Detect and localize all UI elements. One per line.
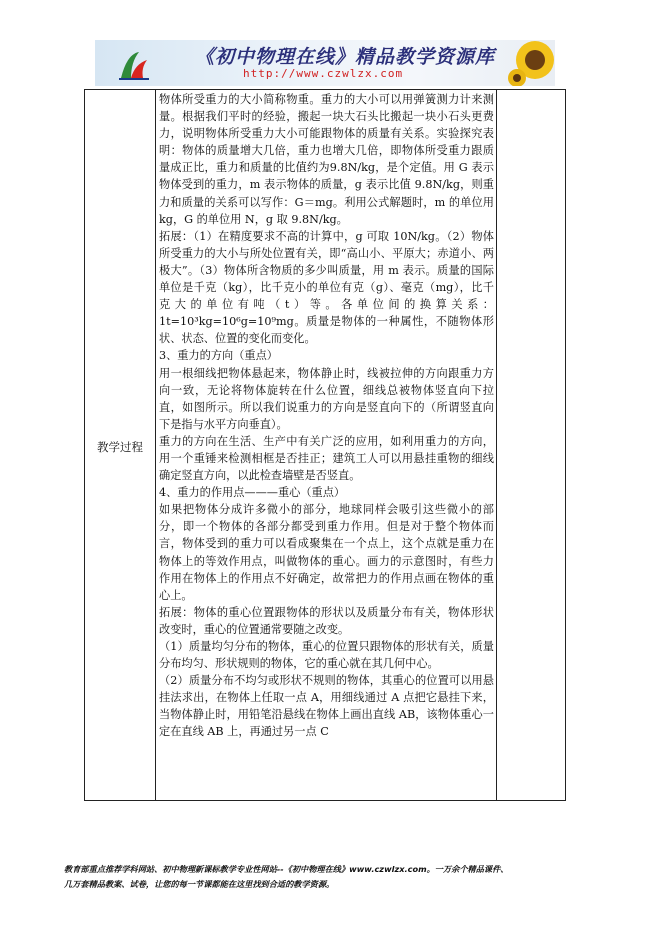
- paragraph-irregular-object: （2）质量分布不均匀或形状不规则的物体，其重心的位置可以用悬挂法求出，在物体上任取一点 A，用细线通过 A 点把它悬挂下来，当物体静止时，用铅笔沿悬线在物体上画出直线 AB，该物体重心一定在直线 AB 上，再通过另一点 C: [159, 674, 494, 739]
- paragraph-extension-mass: 拓展：（1）在精度要求不高的计算中，g 可取 10N/kg。（2）物体所受重力的大小与所处位置有关，即“高山小、平原大；赤道小、两极大”。（3）物体所含物质的多少叫质量，用 m 表示。质量的国际单位是千克（kg），比千克小的单位有克（g）、毫克（mg），比千克大的单位有吨（t）等。各单位间的换算关系：1t=10³kg=10⁶g=10⁹mg。质量是物体的一种属性，不随物体形状、状态、位置的变化而变化。: [159, 229, 494, 346]
- lesson-table: [84, 89, 566, 801]
- notes-cell: [497, 90, 566, 801]
- banner-title: 《初中物理在线》精品教学资源库: [195, 46, 496, 68]
- teaching-process-row: [85, 90, 566, 801]
- site-banner: [95, 40, 555, 86]
- paragraph-direction-application: 重力的方向在生活、生产中有关广泛的应用，如利用重力的方向，用一个重锤来检测相框是否挂正；建筑工人可以用悬挂重物的细线确定竖直方向，以此检查墙壁是否竖直。: [159, 434, 494, 483]
- paragraph-weight-intro: 物体所受重力的大小简称物重。重力的大小可以用弹簧测力计来测量。根据我们平时的经验，搬起一块大石头比搬起一块小石头更费力，说明物体所受重力大小可能跟物体的质量有关系。实验探究表明：物体的质量增大几倍，重力也增大几倍，即物体所受重力跟质量成正比，重力和质量的比值约为9.8N/kg，是个定值。用 G 表示物体受到的重力，m 表示物体的质量，g 表示比值 9.8N/kg，则重力和质量的关系可以写作：G＝mg。利用公式解题时，m 的单位用 kg，G 的单位用 N，g 取 9.8N/kg。: [159, 93, 494, 226]
- paragraph-extension-center: 拓展：物体的重心位置跟物体的形状以及质量分布有关，物体形状改变时，重心的位置通常要随之改变。: [159, 605, 494, 636]
- row-label-cell: [85, 90, 156, 801]
- paragraph-center-explain: 如果把物体分成许多微小的部分，地球同样会吸引这些微小的部分，即一个物体的各部分都受到重力作用。但是对于整个物体而言，物体受到的重力可以看成聚集在一个点上，这个点就是重力在物体上的等效作用点，叫做物体的重心。画力的示意图时，有些力作用在物体上的作用点不好确定，故常把力的作用点画在物体的重心上。: [159, 503, 494, 602]
- row-label: 教学过程: [97, 439, 143, 454]
- heading-gravity-direction: 3、重力的方向（重点）: [159, 349, 278, 363]
- heading-center-of-gravity: 4、重力的作用点———重心（重点）: [159, 486, 346, 500]
- footer-line-1: 教育部重点推荐学科网站、初中物理新课标教学专业性网站--《初中物理在线》www.czwlzx.com。一万余个精品课件、: [64, 864, 509, 874]
- content-cell: [156, 90, 497, 801]
- footer-line-2: 几万套精品教案、试卷，让您的每一节课都能在这里找到合适的教学资源。: [64, 879, 335, 889]
- page-footer: [64, 862, 624, 892]
- paragraph-uniform-object: （1）质量均匀分布的物体，重心的位置只跟物体的形状有关，质量分布均匀、形状规则的物体，它的重心就在其几何中心。: [159, 640, 494, 671]
- paragraph-direction-explain: 用一根细线把物体悬起来，物体静止时，线被拉伸的方向跟重力方向一致，无论将物体旋转在什么位置，细线总被物体竖直向下拉直，如图所示。所以我们说重力的方向是竖直向下的（所谓竖直向下是指与水平方向垂直）。: [159, 366, 494, 431]
- banner-url: http://www.czwlzx.com: [243, 67, 404, 80]
- site-logo-icon: [117, 48, 151, 82]
- content-text: [156, 90, 496, 800]
- sunflower-icon: [505, 40, 555, 86]
